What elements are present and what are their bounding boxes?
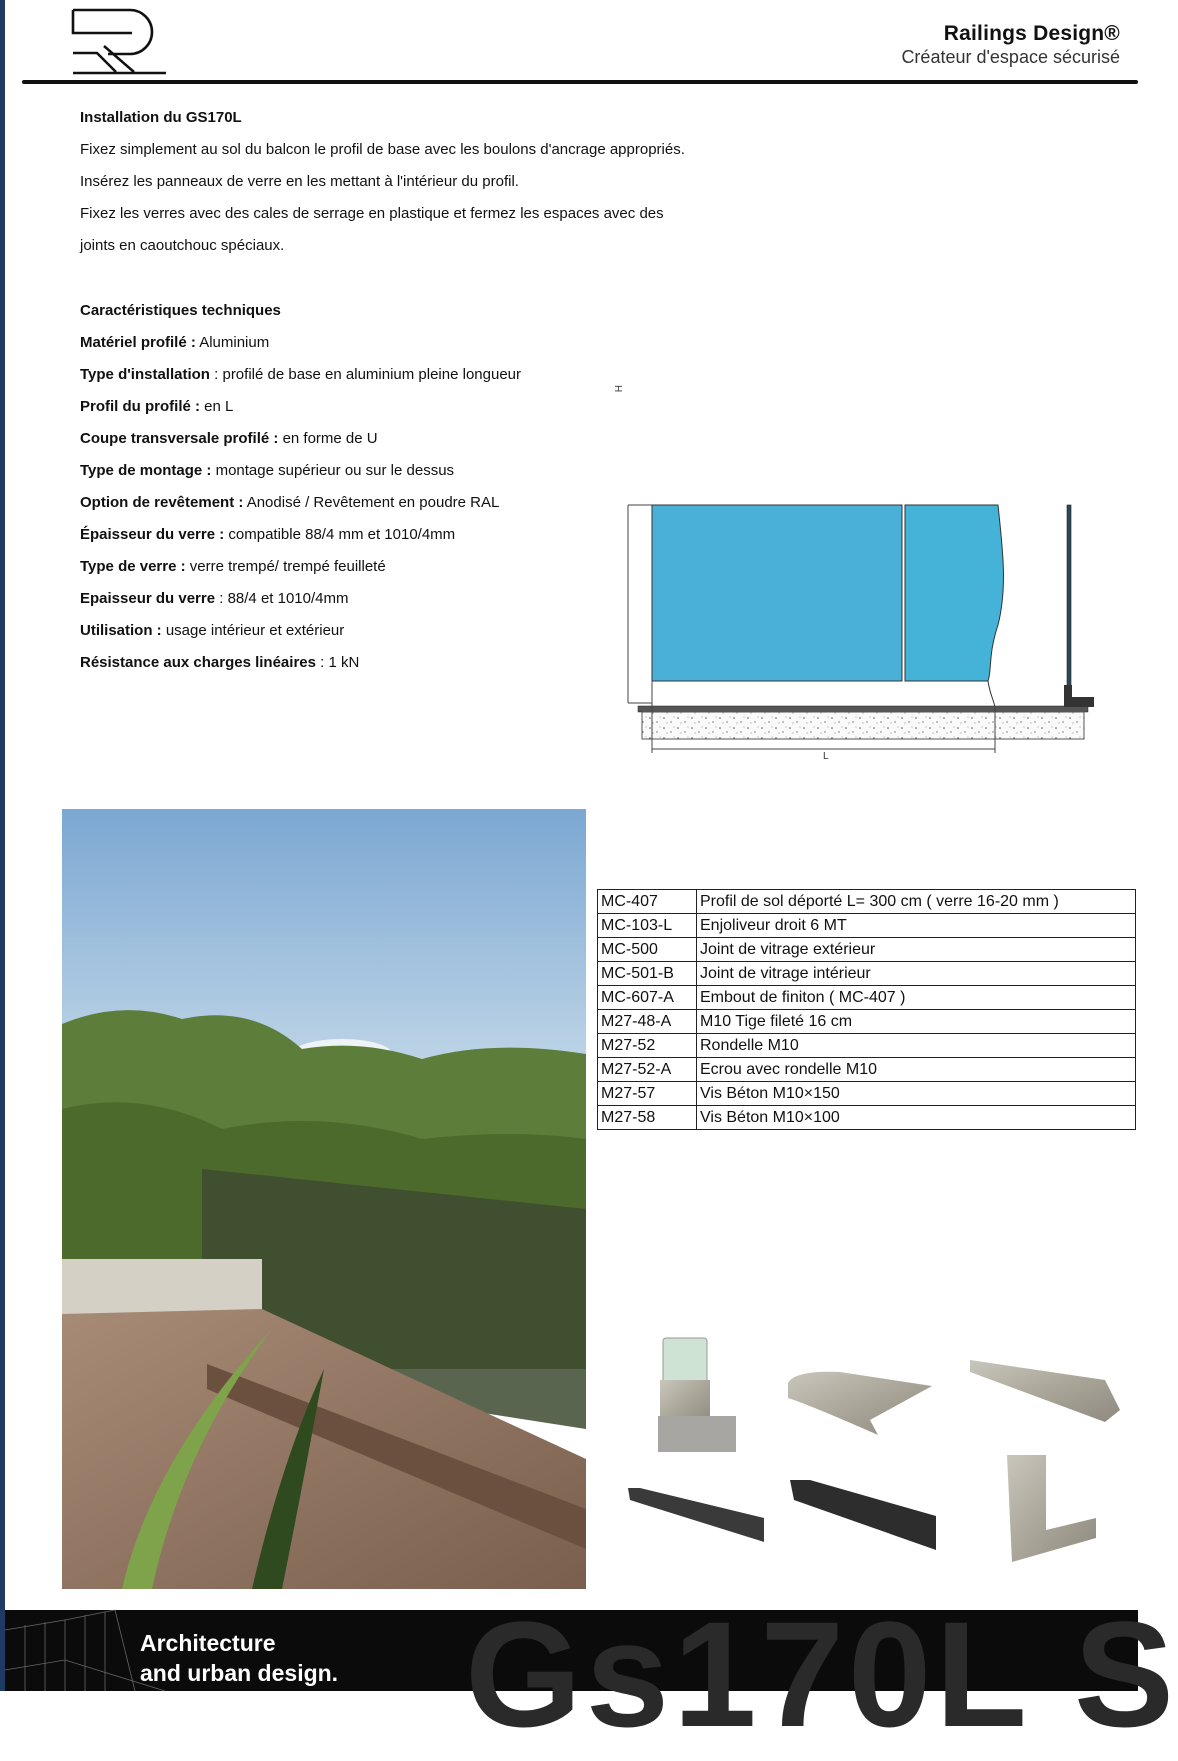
table-row [598,1082,1136,1106]
footer-slogan [140,1628,338,1688]
spec-item [80,359,521,391]
table-row [598,986,1136,1010]
part-code: MC-407 [598,890,697,914]
table-row [598,1010,1136,1034]
part-description: Enjoliveur droit 6 MT [697,914,1136,938]
spec-label: Utilisation : [80,622,162,639]
side-profile-glass [1067,505,1071,687]
table-row [598,1106,1136,1130]
height-label: H [612,385,623,393]
part-code: M27-57 [598,1082,697,1106]
spec-label: Profil du profilé : [80,398,200,415]
part-description: Vis Béton M10×150 [697,1082,1136,1106]
spec-value: usage intérieur et extérieur [161,622,345,639]
specs-section [80,295,521,679]
part-code: M27-58 [598,1106,697,1130]
installation-section [80,102,685,262]
table-row [598,938,1136,962]
footer-line-1: Architecture [140,1630,276,1656]
spec-item [80,519,521,551]
spec-label: Résistance aux charges linéaires [80,654,316,671]
spec-value: : profilé de base en aluminium pleine longueur [209,366,521,383]
installation-photo [62,809,586,1589]
table-row [598,962,1136,986]
spec-value: compatible 88/4 mm et 1010/4mm [224,526,456,543]
part-description: Vis Béton M10×100 [697,1106,1136,1130]
spec-label: Type de verre : [80,558,186,575]
part-code: M27-48-A [598,1010,697,1034]
part-description: M10 Tige fileté 16 cm [697,1010,1136,1034]
spec-value: verre trempé/ trempé feuilleté [185,558,386,575]
profile-with-glass-image [658,1338,736,1452]
table-row [598,1058,1136,1082]
cover-cap-image [788,1372,932,1435]
brand-name: Railings Design® [943,22,1120,45]
spec-label: Type d'installation [80,366,210,383]
spec-label: Matériel profilé : [80,334,196,351]
part-code: MC-500 [598,938,697,962]
header-divider [22,80,1138,84]
spec-item [80,391,521,423]
spec-value: montage supérieur ou sur le dessus [211,462,455,479]
spec-label: Coupe transversale profilé : [80,430,279,447]
part-code: M27-52 [598,1034,697,1058]
table-row [598,890,1136,914]
spec-item [80,583,521,615]
part-code: MC-103-L [598,914,697,938]
spec-label: Épaisseur du verre : [80,526,225,543]
inner-gasket-image [790,1480,936,1550]
base-profile-image [970,1360,1120,1422]
spec-value: : 1 kN [315,654,360,671]
railing-diagram [612,385,1100,762]
rd-logo-icon [70,6,170,78]
specs-title: Caractéristiques techniques [80,302,281,319]
installation-line: Fixez simplement au sol du balcon le profil de base avec les boulons d'ancrage appropriés. [80,141,685,158]
table-row [598,1034,1136,1058]
base-profile [1064,685,1072,707]
installation-title: Installation du GS170L [80,109,242,126]
footer-watermark: Gs170L S [465,1590,1178,1758]
part-code: MC-607-A [598,986,697,1010]
installation-line: joints en caoutchouc spéciaux. [80,237,285,254]
spec-item [80,423,521,455]
parts-table [597,889,1136,1130]
spec-value: en L [200,398,234,415]
part-description: Embout de finiton ( MC-407 ) [697,986,1136,1010]
glass-panel-left [652,505,902,681]
footer-line-2: and urban design. [140,1660,339,1686]
installation-line: Fixez les verres avec des cales de serrage en plastique et fermez les espaces avec des [80,205,664,222]
glass-panel-right [905,505,1003,681]
spec-item [80,455,521,487]
end-cap-image [1007,1455,1096,1562]
concrete-slab [642,712,1084,739]
outer-gasket-image [628,1488,764,1542]
part-description: Joint de vitrage extérieur [697,938,1136,962]
parts-images [620,1310,1138,1570]
spec-label: Option de revêtement : [80,494,244,511]
left-edge-strip [0,0,5,1691]
table-row [598,914,1136,938]
part-code: MC-501-B [598,962,697,986]
spec-item [80,327,521,359]
brand-tagline: Créateur d'espace sécurisé [901,47,1120,67]
spec-value: en forme de U [278,430,378,447]
spec-value: Anodisé / Revêtement en poudre RAL [243,494,500,511]
part-description: Rondelle M10 [697,1034,1136,1058]
part-description: Joint de vitrage intérieur [697,962,1136,986]
spec-item [80,647,521,679]
spec-item [80,551,521,583]
footer-banner [5,1590,1178,1758]
spec-label: Epaisseur du verre [80,590,216,607]
installation-line: Insérez les panneaux de verre en les mettant à l'intérieur du profil. [80,173,519,190]
spec-item [80,487,521,519]
spec-item [80,615,521,647]
part-description: Profil de sol déporté L= 300 cm ( verre 16-20 mm ) [697,890,1136,914]
brand-block [901,22,1120,68]
floor-surface [638,706,1088,712]
spec-value: Aluminium [195,334,270,351]
part-code: M27-52-A [598,1058,697,1082]
spec-value: : 88/4 et 1010/4mm [215,590,349,607]
length-label: L [823,751,829,762]
spec-label: Type de montage : [80,462,212,479]
part-description: Ecrou avec rondelle M10 [697,1058,1136,1082]
